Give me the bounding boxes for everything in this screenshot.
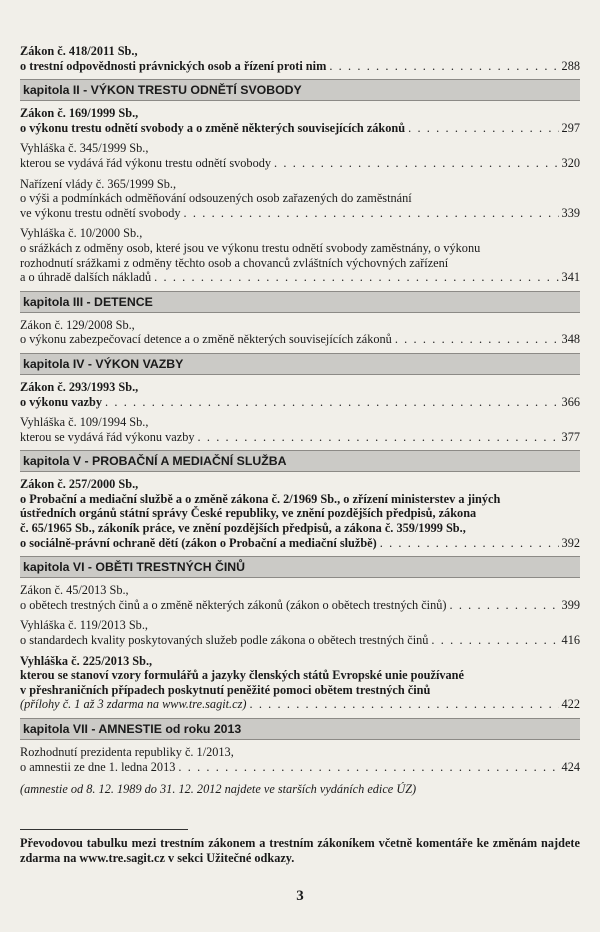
entry-description: rozhodnutí srážkami z odměny těchto osob a chovanců zvláštních výchovných zařízení <box>20 255 449 270</box>
entry-description: ústředních orgánů státní správy České republiky, ve znění pozdějších předpisů, zákona <box>20 506 477 521</box>
page-reference: 422 <box>561 697 580 712</box>
dot-leader <box>154 270 558 285</box>
entry-description: (přílohy č. 1 až 3 zdarma na www.tre.sagit.cz) <box>20 697 247 712</box>
entry-description: o amnestii ze dne 1. ledna 2013 <box>20 759 176 774</box>
toc-entry <box>20 583 580 612</box>
toc-entry <box>20 318 580 347</box>
entry-description: o výši a podmínkách odměňování odsouzených osob zařazených do zaměstnání <box>20 191 412 206</box>
entry-last-line <box>20 697 580 712</box>
dot-leader <box>198 430 559 445</box>
page-reference: 288 <box>561 58 580 73</box>
chapter-heading: kapitola II - VÝKON TRESTU ODNĚTÍ SVOBODY <box>20 79 580 101</box>
dot-leader <box>178 760 558 775</box>
entry-description: o výkonu trestu odnětí svobody a o změně některých souvisejících zákonů <box>20 120 406 135</box>
toc-entry <box>20 226 580 284</box>
entry-description: o výkonu zabezpečovací detence a o změně některých souvisejících zákonů <box>20 332 392 347</box>
entry-description: kterou se vydává řád výkonu trestu odnětí svobody <box>20 155 272 170</box>
toc-groups <box>20 44 580 774</box>
entry-description: v přeshraničních případech poskytnutí peněžité pomoci obětem trestných činů <box>20 682 431 697</box>
entry-description: č. 65/1965 Sb., zákoník práce, ve znění pozdějších předpisů, a zákona č. 359/1999 Sb., <box>20 521 466 536</box>
dot-leader <box>380 536 559 551</box>
page-number: 3 <box>296 888 304 904</box>
entry-title: Zákon č. 45/2013 Sb., <box>20 583 129 598</box>
entry-description: o srážkách z odměny osob, které jsou ve výkonu trestu odnětí svobody zaměstnány, o výkonu <box>20 240 481 255</box>
entry-description: o Probační a mediační službě a o změně zákona č. 2/1969 Sb., o zřízení ministerstev a jiných <box>20 491 501 506</box>
entry-last-line <box>20 121 580 136</box>
page-reference: 416 <box>561 633 580 648</box>
dot-leader <box>184 206 559 221</box>
toc-entry <box>20 141 580 170</box>
page-reference: 320 <box>561 155 580 170</box>
entry-last-line <box>20 270 580 285</box>
dot-leader <box>329 59 558 74</box>
entry-title: Zákon č. 257/2000 Sb., <box>20 477 139 492</box>
dot-leader <box>274 156 559 171</box>
entry-title: Zákon č. 293/1993 Sb., <box>20 379 139 394</box>
toc-entry <box>20 745 580 774</box>
entry-title: Zákon č. 169/1999 Sb., <box>20 106 139 121</box>
toc-entry <box>20 477 580 550</box>
page-reference: 424 <box>561 759 580 774</box>
page-reference: 366 <box>561 394 580 409</box>
entry-title: Nařízení vlády č. 365/1999 Sb., <box>20 176 177 191</box>
entry-description: o standardech kvality poskytovaných služeb podle zákona o obětech trestných činů <box>20 633 429 648</box>
entry-last-line <box>20 430 580 445</box>
entry-description: a o úhradě dalších nákladů <box>20 270 152 285</box>
dot-leader <box>431 633 558 648</box>
table-of-contents <box>20 44 580 866</box>
dot-leader <box>449 598 558 613</box>
entry-title: Rozhodnutí prezidenta republiky č. 1/2013, <box>20 745 234 759</box>
page-reference: 399 <box>561 597 580 612</box>
entry-description: kterou se vydává řád výkonu vazby <box>20 429 195 444</box>
page-reference: 297 <box>561 120 580 135</box>
dot-leader <box>249 697 558 712</box>
page-reference: 339 <box>561 205 580 220</box>
page-reference: 377 <box>561 429 580 444</box>
entry-title: Zákon č. 129/2008 Sb., <box>20 317 135 332</box>
toc-entry <box>20 618 580 647</box>
chapter-heading: kapitola VII - AMNESTIE od roku 2013 <box>20 718 580 740</box>
entry-title: Vyhláška č. 225/2013 Sb., <box>20 653 153 668</box>
dot-leader <box>395 332 559 347</box>
toc-entry <box>20 177 580 221</box>
footnote-separator <box>20 829 188 830</box>
toc-entry <box>20 106 580 135</box>
entry-title: Vyhláška č. 10/2000 Sb., <box>20 226 143 241</box>
dot-leader <box>105 395 559 410</box>
entry-last-line <box>20 206 580 221</box>
amnesty-note: (amnestie od 8. 12. 1989 do 31. 12. 2012 najdete ve starších vydáních edice ÚZ) <box>20 782 417 797</box>
entry-last-line <box>20 633 580 648</box>
toc-entry <box>20 44 580 73</box>
entry-title: Vyhláška č. 345/1999 Sb., <box>20 141 149 156</box>
page-reference: 392 <box>561 535 580 550</box>
entry-title: Zákon č. 418/2011 Sb., <box>20 44 138 58</box>
entry-title: Vyhláška č. 109/1994 Sb., <box>20 415 149 430</box>
toc-entry <box>20 415 580 444</box>
page-reference: 341 <box>561 270 580 285</box>
dot-leader <box>408 121 558 136</box>
entry-last-line <box>20 536 580 551</box>
chapter-heading: kapitola VI - OBĚTI TRESTNÝCH ČINŮ <box>20 556 580 578</box>
chapter-heading: kapitola III - DETENCE <box>20 291 580 313</box>
entry-description: o trestní odpovědnosti právnických osob a řízení proti nim <box>20 58 327 73</box>
entry-last-line <box>20 760 580 775</box>
entry-last-line <box>20 598 580 613</box>
entry-description: ve výkonu trestu odnětí svobody <box>20 205 181 220</box>
chapter-heading: kapitola IV - VÝKON VAZBY <box>20 353 580 375</box>
entry-title: Vyhláška č. 119/2013 Sb., <box>20 618 148 633</box>
entry-description: kterou se stanoví vzory formulářů a jazyky členských států Evropské unie používané <box>20 668 464 683</box>
page-reference: 348 <box>561 332 580 347</box>
entry-last-line <box>20 59 580 74</box>
entry-description: o obětech trestných činů a o změně některých zákonů (zákon o obětech trestných činů) <box>20 597 447 612</box>
entry-last-line <box>20 332 580 347</box>
entry-description: o výkonu vazby <box>20 394 103 409</box>
entry-description: o sociálně-právní ochraně dětí (zákon o Probační a mediační službě) <box>20 535 377 550</box>
entry-last-line <box>20 156 580 171</box>
entry-last-line <box>20 395 580 410</box>
toc-entry <box>20 380 580 409</box>
footnote: Převodovou tabulku mezi trestním zákonem a trestním zákoníkem včetně komentáře ke změnám najdete zdarma na www.tre.sagit.cz v sekci Užitečné odkazy. <box>20 836 580 866</box>
toc-entry <box>20 654 580 712</box>
chapter-heading: kapitola V - PROBAČNÍ A MEDIAČNÍ SLUŽBA <box>20 450 580 472</box>
